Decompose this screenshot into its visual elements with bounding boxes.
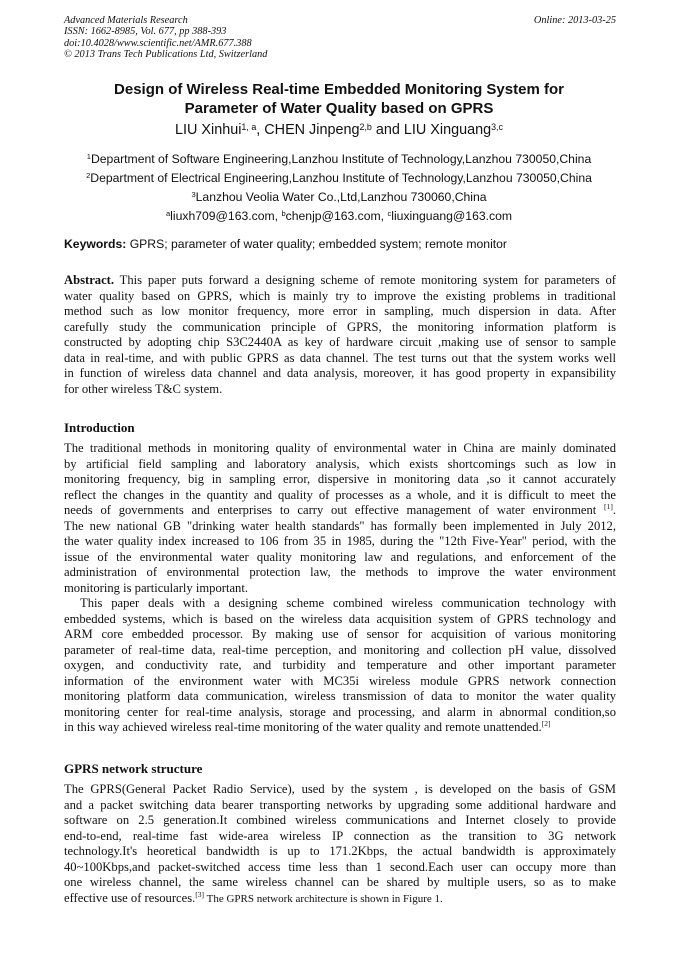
online-date: Online: 2013-03-25 — [533, 15, 616, 26]
journal-header — [64, 15, 616, 61]
citation-2[interactable]: [2] — [541, 719, 551, 729]
gprs-heading: GPRS network structure — [64, 761, 203, 776]
author-3: LIU Xinguang — [403, 122, 492, 138]
keywords-text: GPRS; parameter of water quality; embedded system; remote monitor — [126, 237, 507, 251]
email-a[interactable]: liuxh709@163.com, — [170, 209, 282, 223]
abstract-label: Abstract. — [64, 273, 115, 287]
author-1-sup: 1, a — [241, 121, 257, 132]
paper-title — [40, 80, 638, 118]
introduction-heading: Introduction — [64, 420, 135, 435]
affiliation-1: $^1$Department of Software Engineering,Lanzhou Institute of Technology,Lanzhou 730050,China — [86, 152, 592, 166]
email-b[interactable]: chenjp@163.com, — [285, 209, 388, 223]
issn-line: ISSN: 1662-8985, Vol. 677, pp 388-393 — [64, 26, 227, 38]
affiliation-list — [40, 150, 638, 207]
email-list: $^a$liuxh709@163.com, $^b$chenjp@163.com, $^c$liuxinguang@163.com — [165, 209, 513, 223]
affiliation-2: $^2$Department of Electrical Engineering,Lanzhou Institute of Technology,Lanzhou 730050,China — [86, 171, 592, 185]
author-2: CHEN Jinpeng — [264, 122, 360, 138]
abstract: Abstract. This paper puts forward a designing scheme of remote monitoring system for parameters of water quality based on GPRS, which is mainly try to improve the existing problems in traditional method such as low monitor frequency, more error in sampling, much dispersion in data. After carefully study the communication principle of GPRS, the monitoring information platform is constructed by adopting chip S3C2440A as key of hardware circuit ,making use of sensor to sample data in real-time, and with public GPRS as data channel. The test turns out that the system works well in function of wireless data channel and data analysis, moreover, it has good property in expansibility for other wireless T&C system. — [64, 273, 616, 396]
journal-name: Advanced Materials Research — [64, 15, 188, 26]
author-2-sup: 2,b — [359, 121, 372, 132]
author-and: and — [371, 122, 404, 138]
keywords-label: Keywords: — [64, 237, 127, 251]
author-1: LIU Xinhui — [175, 122, 242, 138]
title-line-1: Design of Wireless Real-time Embedded Monitoring System for — [114, 81, 564, 98]
copyright-line: © 2013 Trans Tech Publications Ltd, Switzerland — [64, 49, 268, 61]
citation-3[interactable]: [3] — [195, 889, 205, 899]
gprs-body: The GPRS(General Packet Radio Service), used by the system , is developed on the basis of GSM and a packet switching data bearer transporting networks by upgrading some additional hardware and software on 2.5 generation.It combined wireless communications and Internet closely to provide end-to-end, real-time fast wide-area wireless IP connection as the transition to 3G network technology.It's heoretical bandwidth is up to 171.2Kbps, the actual bandwidth is approximately 40~100Kbps,and packet-switched access time less than 1 second.Each user can occupy more than one wireless channel, the same wireless channel can be shared by multiple users, so as to make effective use of resources.[3] The GPRS network architecture is shown in Figure 1. — [64, 782, 616, 905]
author-3-sup: 3,c — [491, 121, 503, 132]
keywords — [64, 236, 616, 252]
introduction-body: The traditional methods in monitoring quality of environmental water in China are mainly dominated by artificial field sampling and laboratory analysis, which exists shortcomings such as low in monitoring frequency, big in sampling error, dispersive in monitoring data ,so it cannot accurately reflect the changes in the quantity and quality of processes as a whole, and it is difficult to meet the needs of governments and enterprises to carry out effective management of water environment [1]. The new national GB "drinking water health standards" has formally been implemented in July 2012, the water quality index increased to 106 from 35 in 1985, during the "12th Five-Year" period, with the issue of the environmental water quality monitoring law and regulations, and enforcement of the administration of environmental protection law, the methods to improve the water environment monitoring is particularly important. This paper deals with a designing scheme combined wireless communication technology with embedded systems, which is based on the wireless data acquisition system of GPRS technology and ARM core embedded processor. By making use of sensor for acquisition of various monitoring parameter of real-time data, real-time perception, and monitoring and collection pH value, dissolved oxygen, and conductivity rate, and turbidity and temperature and other important parameter information of the environment water with MC35i wireless module GPRS network connection monitoring platform data communication, wireless transmission of data to monitor the water quality monitoring center for real-time analysis, storage and processing, and alarm in abnormal condition,so in this way achieved wireless real-time monitoring of the water quality and remote unattended.[2] — [64, 441, 616, 734]
title-line-2: Parameter of Water Quality based on GPRS — [184, 100, 494, 117]
citation-1[interactable]: [1] — [604, 502, 613, 512]
author-list: LIU Xinhui$^{1, a}$, CHEN Jinpeng$^{2,b}$ and LIU Xinguang$^{3,c}$ — [175, 121, 503, 138]
doi-line[interactable]: doi:10.4028/www.scientific.net/AMR.677.388 — [64, 37, 252, 49]
email-c[interactable]: liuxinguang@163.com — [391, 209, 513, 223]
affiliation-3: $^3$Lanzhou Veolia Water Co.,Ltd,Lanzhou 730060,China — [191, 190, 487, 204]
